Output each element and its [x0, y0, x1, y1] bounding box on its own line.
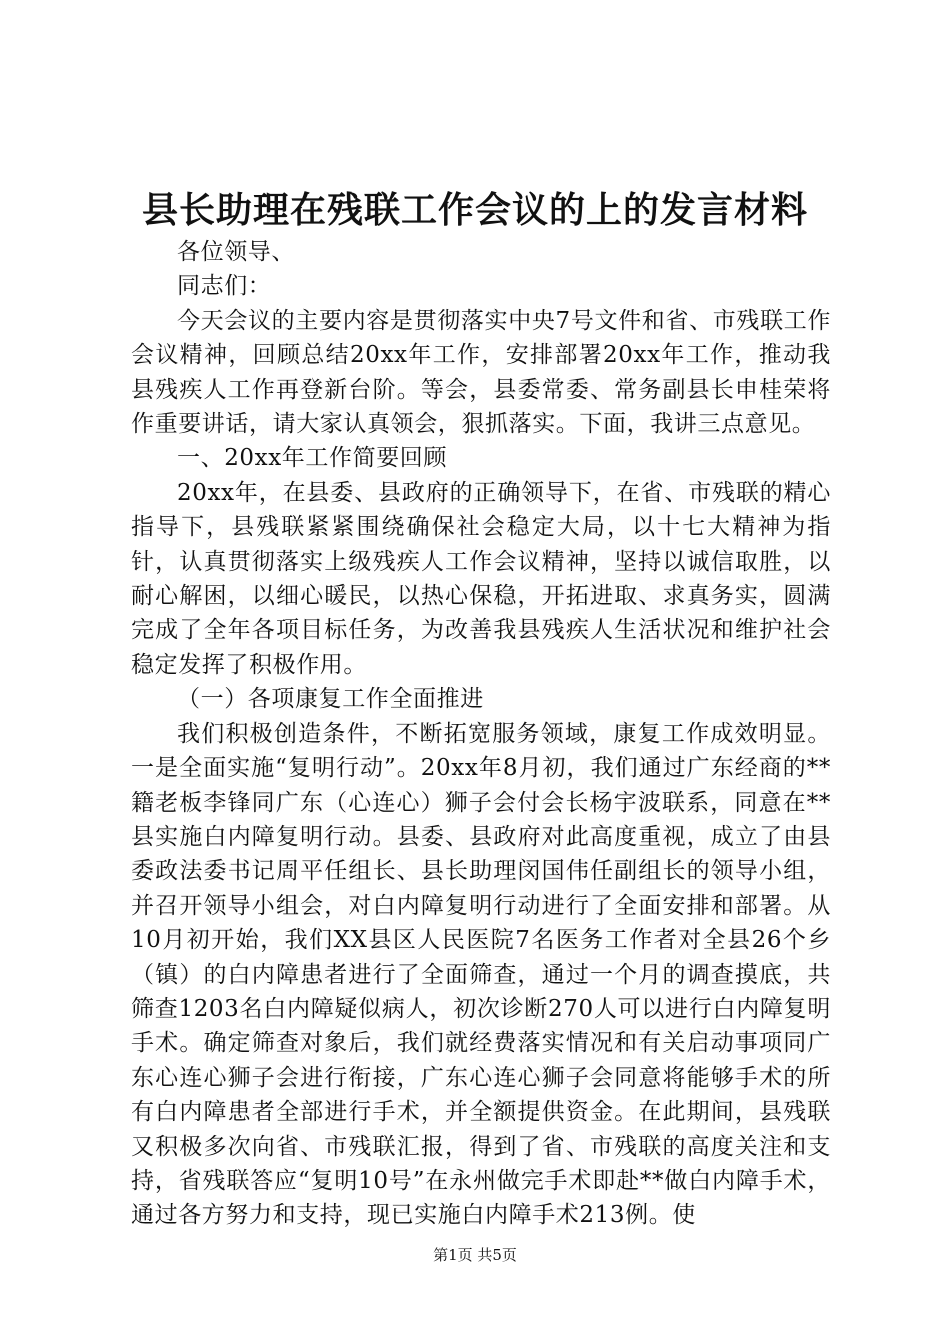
page-number-footer: 第1页 共5页 — [433, 1246, 517, 1264]
section-heading-1: 一、20xx年工作简要回顾 — [177, 445, 448, 472]
rehab-paragraph: 我们积极创造条件，不断拓宽服务领域，康复工作成效明显。一是全面实施“复明行动”。20xx年8月初，我们通过广东经商的**籍老板李锋同广东（心连心）狮子会付会长杨宇波联系，同意在**县实施白内障复明行动。县委、县政府对此高度重视，成立了由县委政法委书记周平任组长、县长助理闵国伟任副组长的领导小组，并召开领导小组会，对白内障复明行动进行了全面安排和部署。从10月初开始，我们XX县区人民医院7名医务工作者对全县26个乡（镇）的白内障患者进行了全面筛查，通过一个月的调查摸底，共筛查1203名白内障疑似病人，初次诊断270人可以进行白内障复明手术。确定筛查对象后，我们就经费落实情况和有关启动事项同广东心连心狮子会进行衔接，广东心连心狮子会同意将能够手术的所有白内障患者全部进行手术，并全额提供资金。在此期间，县残联又积极多次向省、市残联汇报，得到了省、市残联的高度关注和支持，省残联答应“复明10号”在永州做完手术即赴**做白内障手术，通过各方努力和支持，现已实施白内障手术213例。使 — [131, 720, 831, 1229]
salutation-leaders: 各位领导、 — [177, 239, 295, 265]
salutation-comrades: 同志们： — [177, 273, 272, 300]
intro-paragraph: 今天会议的主要内容是贯彻落实中央7号文件和省、市残联工作会议精神，回顾总结20xx年工作，安排部署20xx年工作，推动我县残疾人工作再登新台阶。等会，县委常委、常务副县长申桂荣将作重要讲话，请大家认真领会，狠抓落实。下面，我讲三点意见。 — [131, 307, 831, 438]
document-body — [131, 235, 831, 1233]
document-title: 县长助理在残联工作会议的上的发言材料 — [141, 189, 808, 231]
review-paragraph: 20xx年，在县委、县政府的正确领导下，在省、市残联的精心指导下，县残联紧紧围绕确保社会稳定大局，以十七大精神为指针，认真贯彻落实上级残疾人工作会议精神，坚持以诚信取胜，以耐心解困，以细心暖民，以热心保稳，开拓进取、求真务实，圆满完成了全年各项目标任务，为改善我县残疾人生活状况和维护社会稳定发挥了积极作用。 — [131, 479, 831, 678]
subsection-heading-1: （一）各项康复工作全面推进 — [177, 686, 484, 713]
